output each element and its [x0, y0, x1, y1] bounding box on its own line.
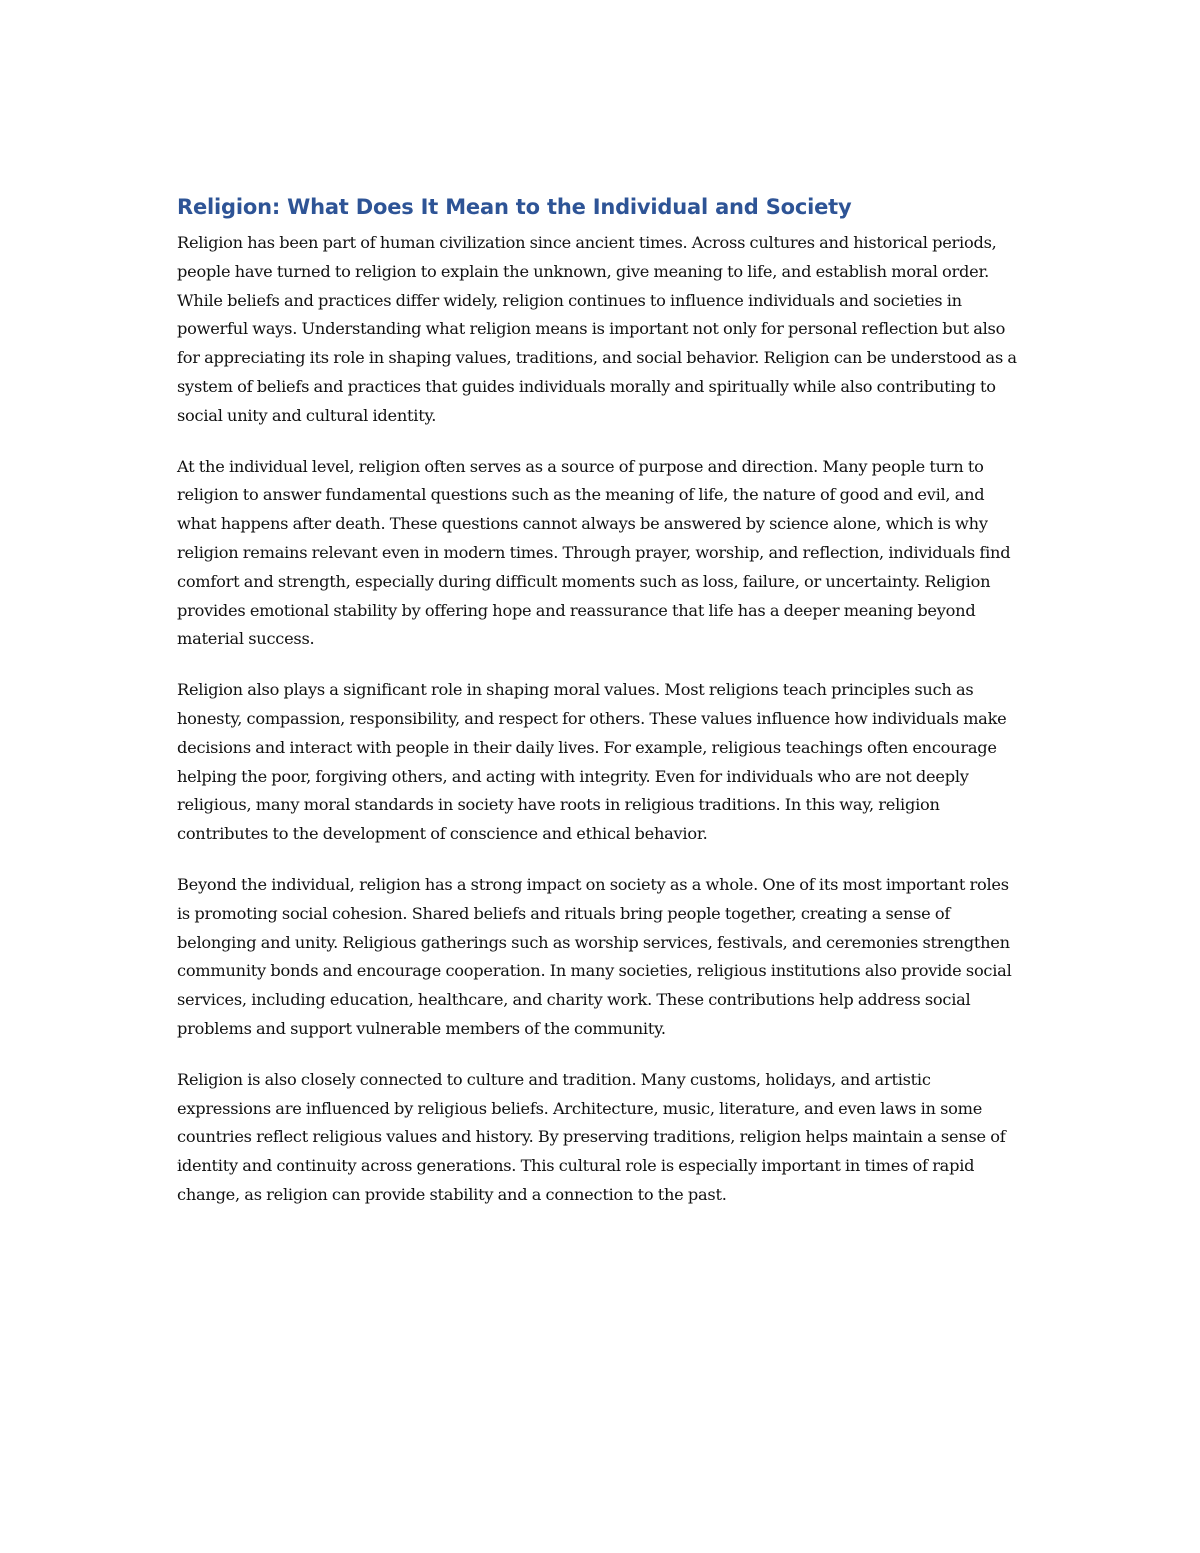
document-title: Religion: What Does It Mean to the Individual and Society: [177, 195, 852, 219]
paragraph-culture-tradition: Religion is also closely connected to culture and tradition. Many customs, holidays, and artistic expressions are influenced by religious beliefs. Architecture, music, literature, and even laws in some countries reflect religious values and history. By preserving traditions, religion helps maintain a sense of identity and continuity across generations. This cultural role is especially important in times of rapid change, as religion can provide stability and a connection to the past.: [177, 1069, 1006, 1204]
paragraph-individual-level: At the individual level, religion often serves as a source of purpose and direction. Many people turn to religion to answer fundamental questions such as the meaning of life, the nature of good and evil, and what happens after death. These questions cannot always be answered by science alone, which is why religion remains relevant even in modern times. Through prayer, worship, and reflection, individuals find comfort and strength, especially during difficult moments such as loss, failure, or uncertainty. Religion provides emotional stability by offering hope and reassurance that life has a deeper meaning beyond material success.: [177, 456, 1011, 649]
paragraph-moral-values: Religion also plays a significant role in shaping moral values. Most religions teach principles such as honesty, compassion, responsibility, and respect for others. These values influence how individuals make decisions and interact with people in their daily lives. For example, religious teachings often encourage helping the poor, forgiving others, and acting with integrity. Even for individuals who are not deeply religious, many moral standards in society have roots in religious traditions. In this way, religion contributes to the development of conscience and ethical behavior.: [177, 680, 1007, 844]
paragraph-introduction: Religion has been part of human civilization since ancient times. Across cultures and historical periods, people have turned to religion to explain the unknown, give meaning to life, and establish moral order. While beliefs and practices differ widely, religion continues to influence individuals and societies in powerful ways. Understanding what religion means is important not only for personal reflection but also for appreciating its role in shaping values, traditions, and social behavior. Religion can be understood as a system of beliefs and practices that guides individuals morally and spiritually while also contributing to social unity and cultural identity.: [177, 233, 1017, 425]
paragraph-society: Beyond the individual, religion has a strong impact on society as a whole. One of its most important roles is promoting social cohesion. Shared beliefs and rituals bring people together, creating a sense of belonging and unity. Religious gatherings such as worship services, festivals, and ceremonies strengthen community bonds and encourage cooperation. In many societies, religious institutions also provide social services, including education, healthcare, and charity work. These contributions help address social problems and support vulnerable members of the community.: [177, 874, 1012, 1038]
document-body: [177, 192, 1025, 1232]
